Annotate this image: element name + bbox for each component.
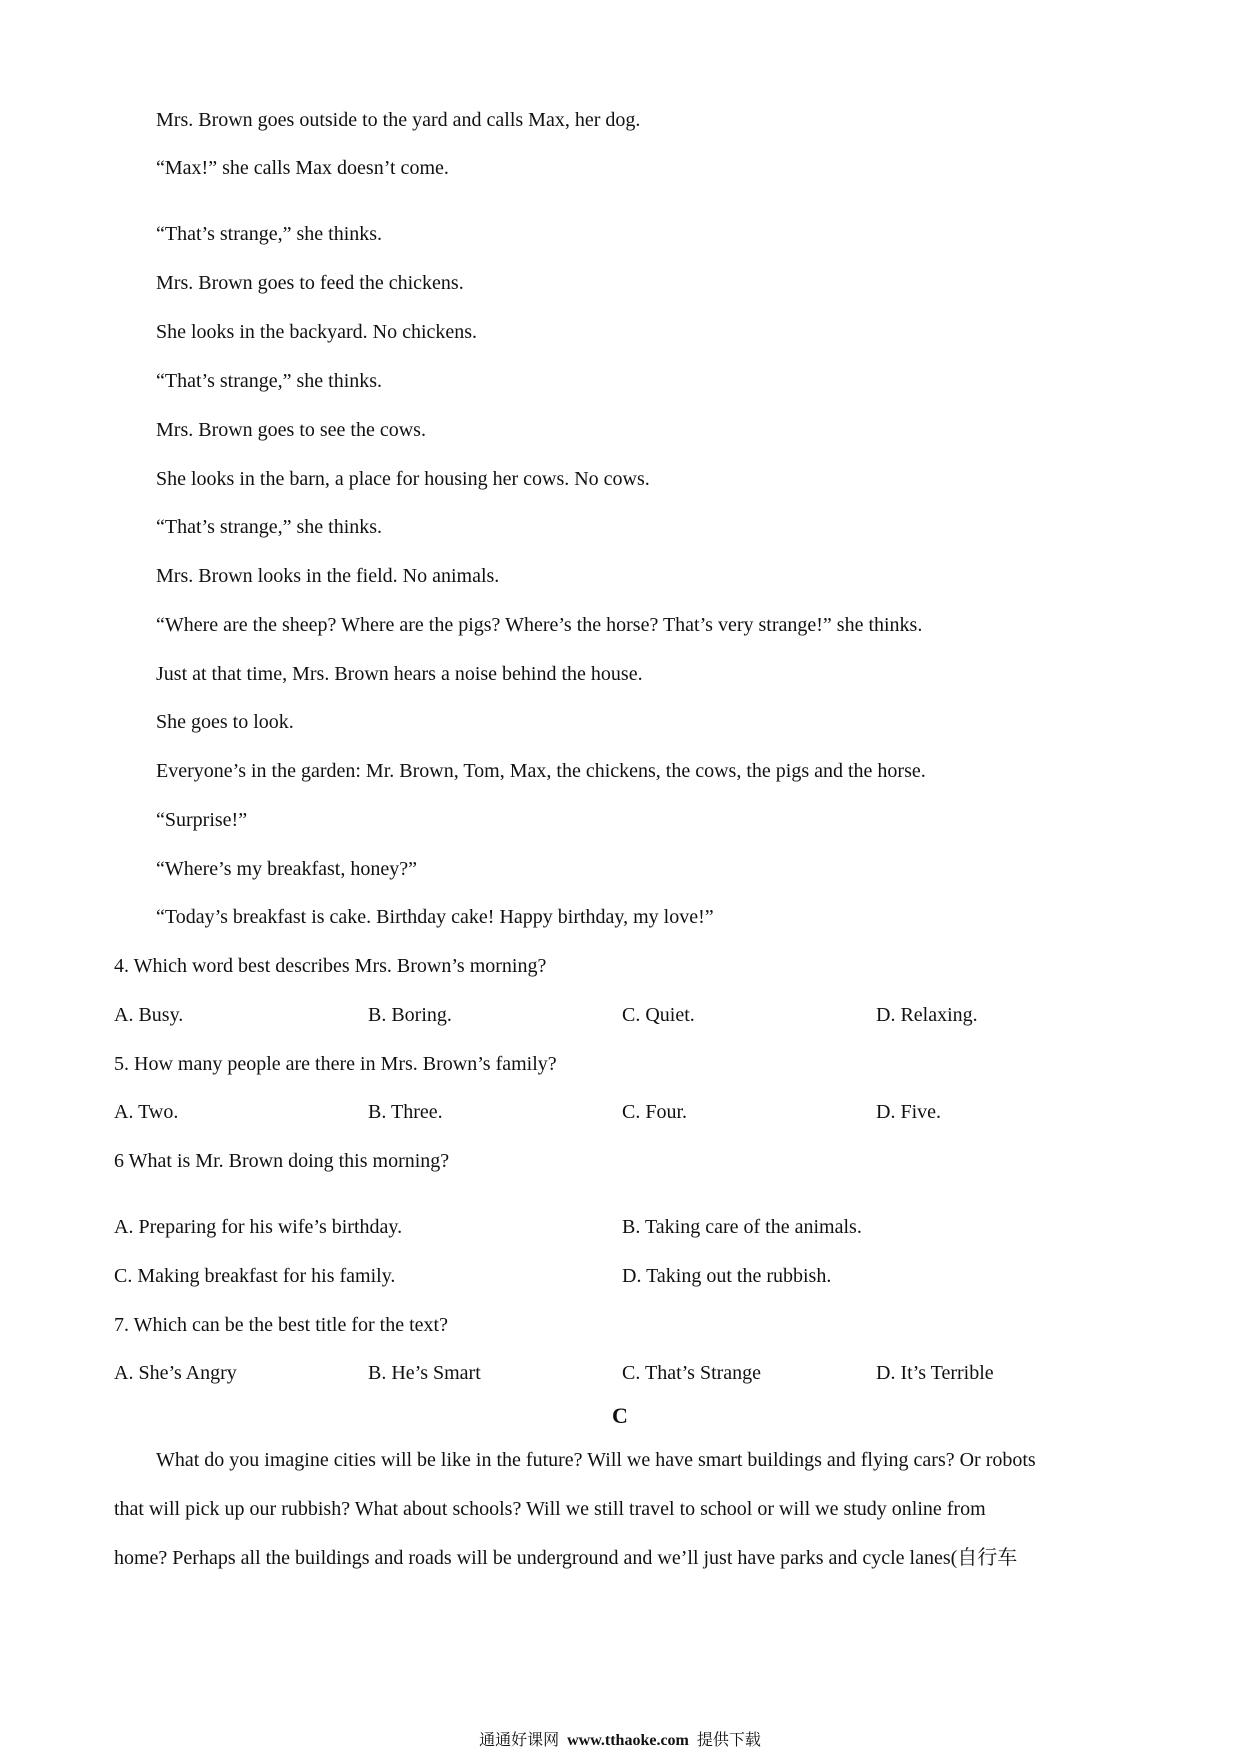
- story-line: Mrs. Brown looks in the field. No animals.: [156, 565, 500, 587]
- section-heading: C: [612, 1403, 628, 1428]
- answer-option: C. Quiet.: [622, 1004, 695, 1026]
- story-line: She looks in the barn, a place for housing her cows. No cows.: [156, 468, 650, 490]
- answer-option: A. Busy.: [114, 1004, 184, 1026]
- footer-site-name: 通通好课网: [479, 1730, 560, 1749]
- answer-option: B. Three.: [368, 1101, 443, 1123]
- answer-option: B. He’s Smart: [368, 1362, 481, 1384]
- story-line: “Where are the sheep? Where are the pigs? Where’s the horse? That’s very strange!” she thinks.: [156, 614, 923, 636]
- story-line: She looks in the backyard. No chickens.: [156, 321, 478, 343]
- story-line: Mrs. Brown goes outside to the yard and calls Max, her dog.: [156, 109, 641, 131]
- answer-option: C. That’s Strange: [622, 1362, 762, 1384]
- question-prompt: 6 What is Mr. Brown doing this morning?: [114, 1150, 450, 1172]
- story-line: Mrs. Brown goes to see the cows.: [156, 419, 426, 441]
- story-line: “Where’s my breakfast, honey?”: [156, 858, 417, 880]
- passage-line: What do you imagine cities will be like in the future? Will we have smart buildings and flying cars? Or robots: [156, 1449, 1036, 1471]
- answer-option: D. It’s Terrible: [876, 1362, 994, 1384]
- story-line: Mrs. Brown goes to feed the chickens.: [156, 272, 464, 294]
- answer-option: A. Two.: [114, 1101, 179, 1123]
- question-prompt: 7. Which can be the best title for the text?: [114, 1314, 448, 1336]
- story-line: “Surprise!”: [156, 809, 248, 831]
- question-prompt: 4. Which word best describes Mrs. Brown’s morning?: [114, 955, 547, 977]
- story-line: Just at that time, Mrs. Brown hears a noise behind the house.: [156, 663, 643, 685]
- answer-option: D. Five.: [876, 1101, 941, 1123]
- passage-line: that will pick up our rubbish? What about schools? Will we still travel to school or will we study online from: [114, 1498, 986, 1520]
- story-line: “That’s strange,” she thinks.: [156, 516, 383, 538]
- question-prompt: 5. How many people are there in Mrs. Brown’s family?: [114, 1053, 557, 1075]
- story-line: She goes to look.: [156, 711, 294, 733]
- story-line: “Today’s breakfast is cake. Birthday cake! Happy birthday, my love!”: [156, 906, 714, 928]
- footer-url-link[interactable]: www.tthaoke.com: [567, 1732, 689, 1749]
- story-line: “Max!” she calls Max doesn’t come.: [156, 157, 449, 179]
- answer-option: D. Relaxing.: [876, 1004, 978, 1026]
- answer-option: A. Preparing for his wife’s birthday.: [114, 1216, 403, 1238]
- answer-option: B. Taking care of the animals.: [622, 1216, 862, 1238]
- answer-option: D. Taking out the rubbish.: [622, 1265, 832, 1287]
- story-line: Everyone’s in the garden: Mr. Brown, Tom, Max, the chickens, the cows, the pigs and the horse.: [156, 760, 926, 782]
- answer-option: B. Boring.: [368, 1004, 452, 1026]
- story-line: “That’s strange,” she thinks.: [156, 370, 383, 392]
- answer-option: A. She’s Angry: [114, 1362, 237, 1384]
- story-line: “That’s strange,” she thinks.: [156, 223, 383, 245]
- passage-line: home? Perhaps all the buildings and roads will be underground and we’ll just have parks and cycle lanes(自行车: [114, 1547, 1018, 1569]
- answer-option: C. Making breakfast for his family.: [114, 1265, 396, 1287]
- answer-option: C. Four.: [622, 1101, 688, 1123]
- footer-suffix: 提供下载: [696, 1730, 761, 1749]
- page-footer: [0, 1730, 1240, 1751]
